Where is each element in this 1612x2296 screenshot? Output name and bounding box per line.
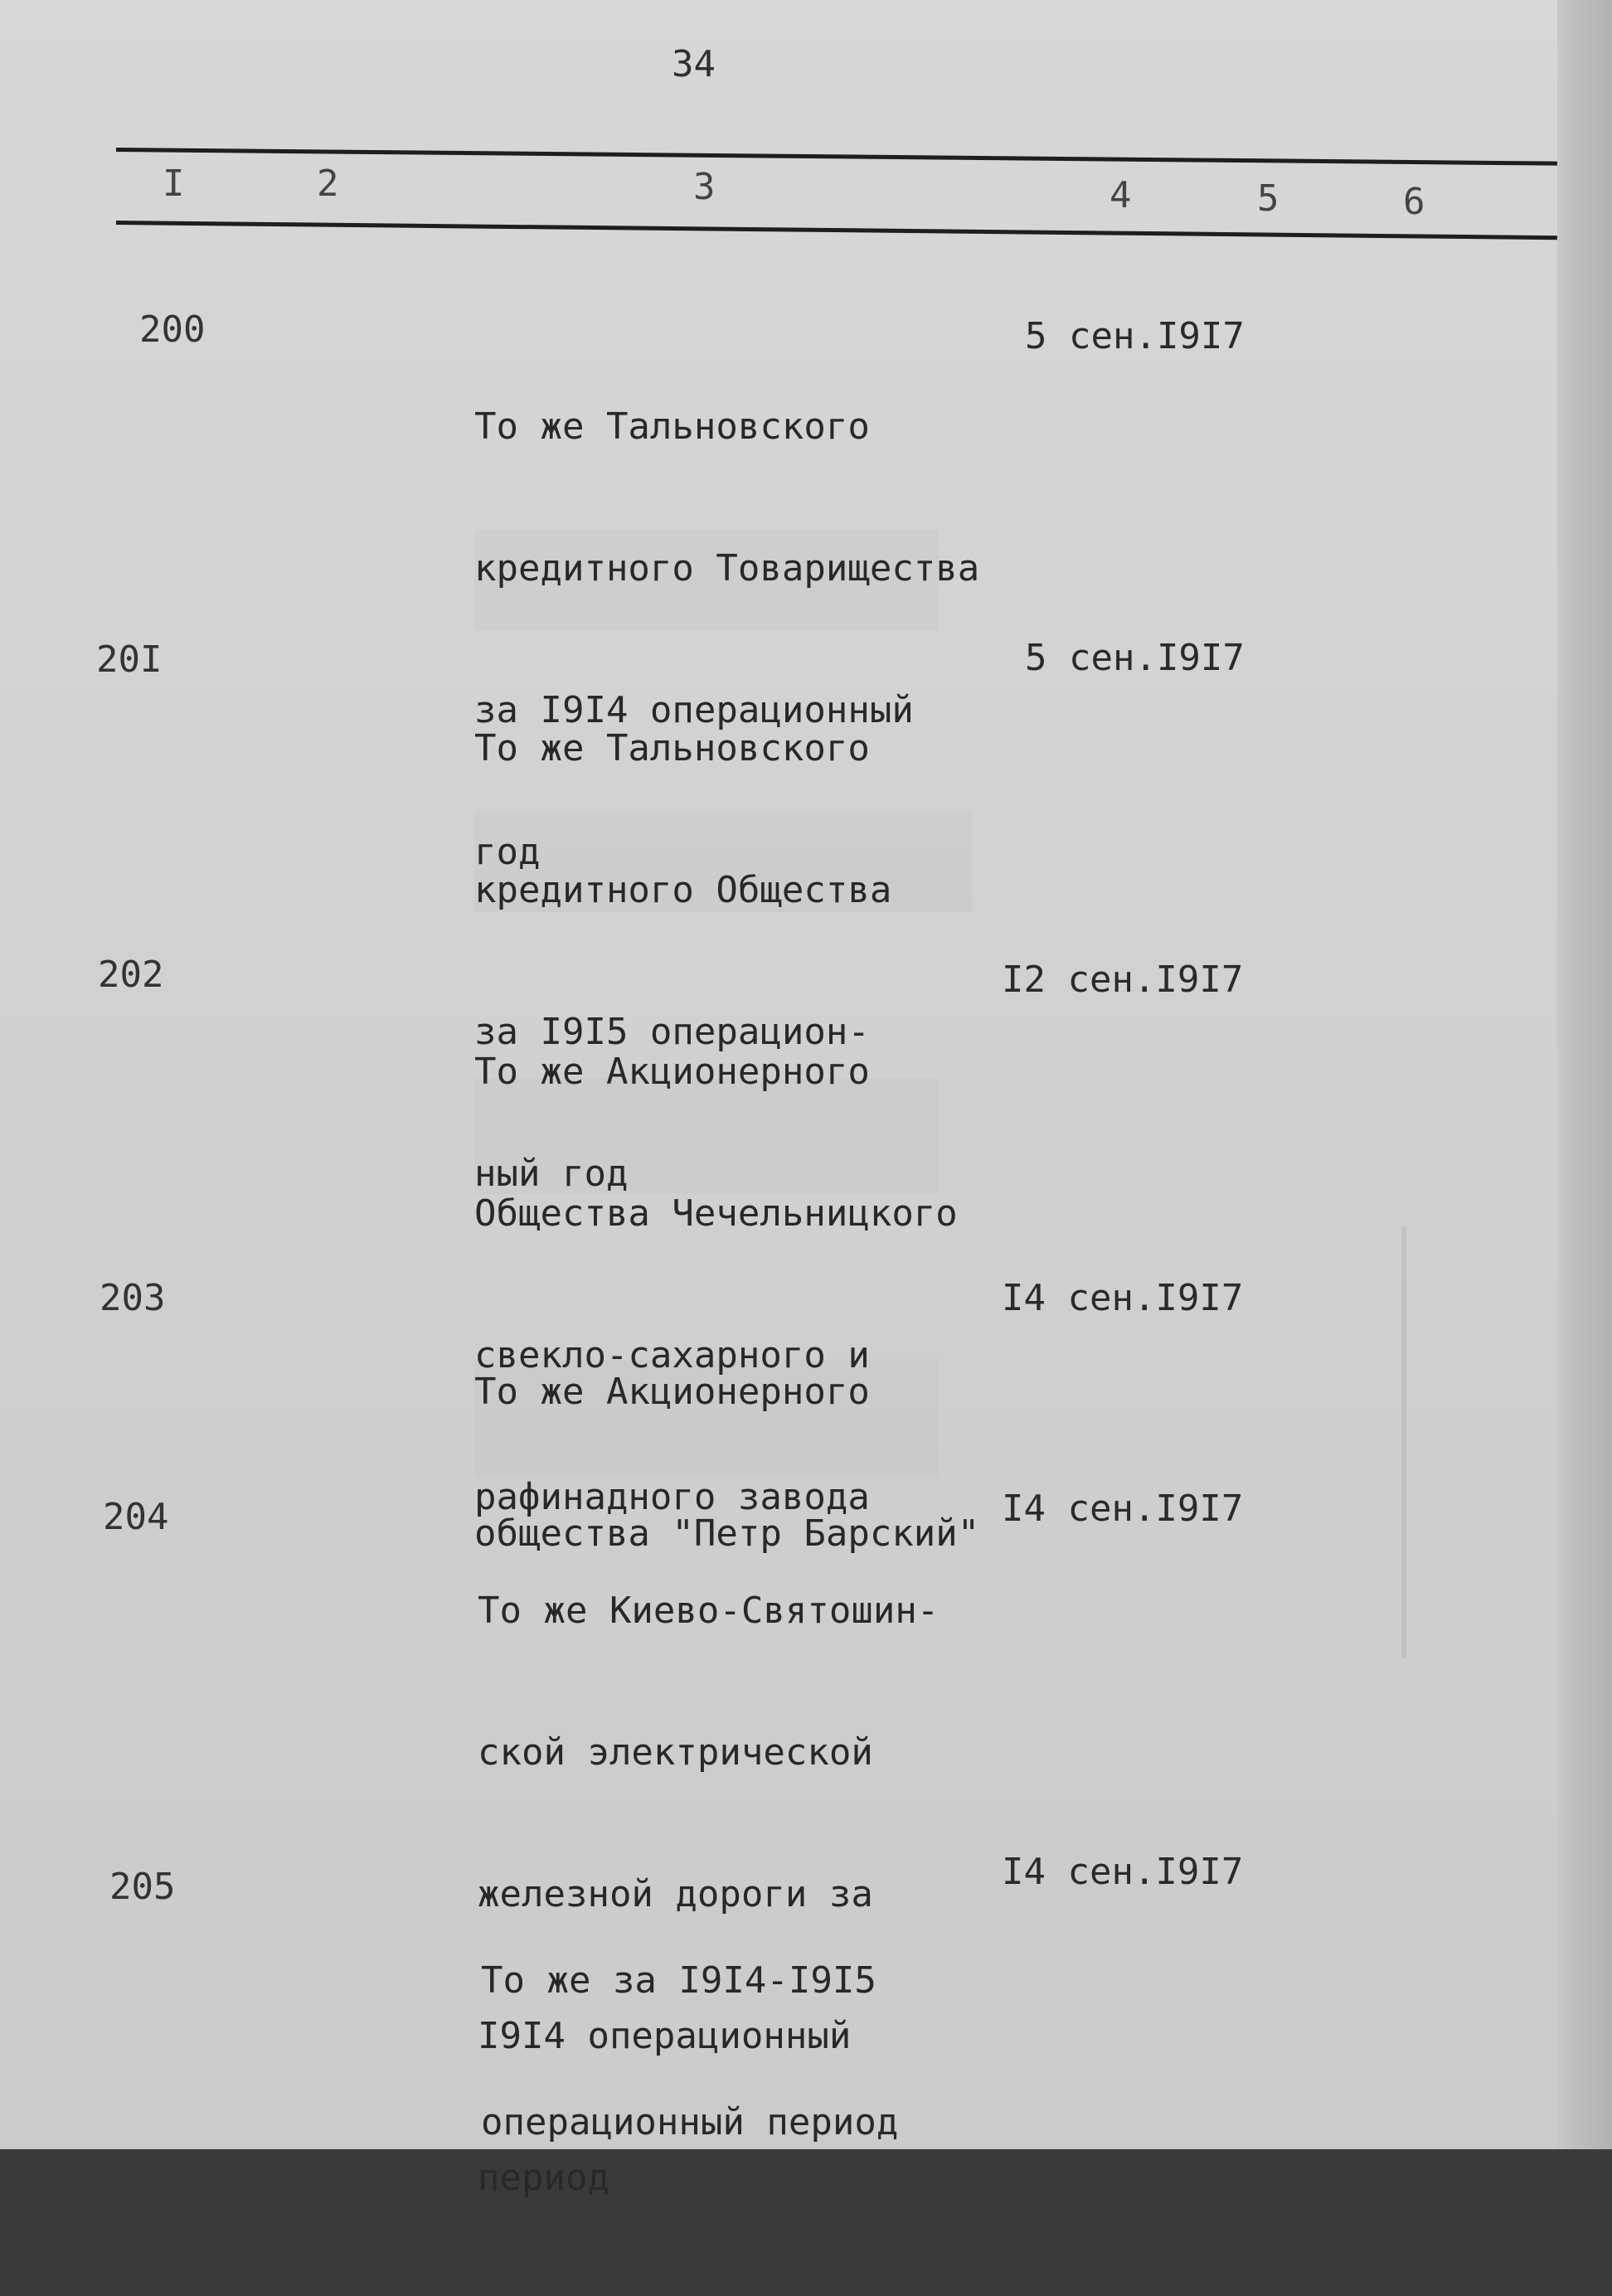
entry-description-line: То же Акционерного <box>474 1051 870 1093</box>
entry-date: 5 сен.I9I7 <box>1025 637 1245 679</box>
entry-number: 200 <box>139 308 206 351</box>
entry-description-line: кредитного Общества <box>474 869 892 911</box>
column-header-5: 5 <box>1257 177 1279 220</box>
entry-description-line: общества "Петр Барский" <box>474 1512 980 1555</box>
entry-description-line: I9I4 операционный <box>478 2015 852 2057</box>
entry-description-line: за I9I4 операционный <box>474 689 914 731</box>
entry-description-line: То же Тальновского <box>474 405 870 448</box>
entry-description-line: операционный период <box>481 2101 899 2143</box>
entry-date: I4 сен.I9I7 <box>1002 1488 1244 1530</box>
column-header-3: 3 <box>693 166 716 208</box>
column-header-2: 2 <box>317 163 339 205</box>
entry-number: 202 <box>98 954 164 996</box>
column-header-1: I <box>163 163 185 205</box>
entry-description-line: год <box>474 831 541 873</box>
entry-description-line: за I9I5 операцион- <box>474 1011 870 1053</box>
entry-description <box>481 1862 1012 2240</box>
column-header-6: 6 <box>1403 181 1425 223</box>
entry-description-line: ской электрической <box>478 1731 873 1774</box>
entry-number: 205 <box>109 1866 176 1908</box>
entry-description-line: период <box>478 2157 609 2199</box>
page-number: 34 <box>672 43 716 85</box>
page-shadow <box>1401 1227 1406 1658</box>
entry-description-line: То же Акционерного <box>474 1371 870 1413</box>
table-header-bottom-rule <box>116 221 1557 240</box>
entry-description-line: Общества Чечельницкого <box>474 1192 958 1235</box>
column-header-4: 4 <box>1109 174 1132 216</box>
entry-date: I4 сен.I9I7 <box>1002 1851 1244 1893</box>
entry-date: I2 сен.I9I7 <box>1002 959 1244 1001</box>
entry-date: 5 сен.I9I7 <box>1025 315 1245 357</box>
entry-description-line: железной дороги за <box>478 1873 873 1915</box>
entry-description-line: То же за I9I4-I9I5 <box>481 1959 876 2002</box>
entry-description-line: свекло-сахарного и <box>474 1334 870 1376</box>
entry-description-line: То же Тальновского <box>474 727 870 769</box>
entry-description-line: То же Киево-Святошин- <box>478 1590 940 1632</box>
entry-description-line: ный год <box>474 1153 629 1195</box>
entry-number: 204 <box>103 1496 169 1538</box>
entry-number: 203 <box>100 1277 166 1319</box>
entry-number: 20I <box>96 638 163 681</box>
entry-description-line: рафинадного завода <box>474 1476 870 1518</box>
page-edge-shadow <box>1557 0 1612 2149</box>
entry-date: I4 сен.I9I7 <box>1002 1277 1244 1319</box>
entry-description-line: кредитного Товарищества <box>474 547 980 590</box>
